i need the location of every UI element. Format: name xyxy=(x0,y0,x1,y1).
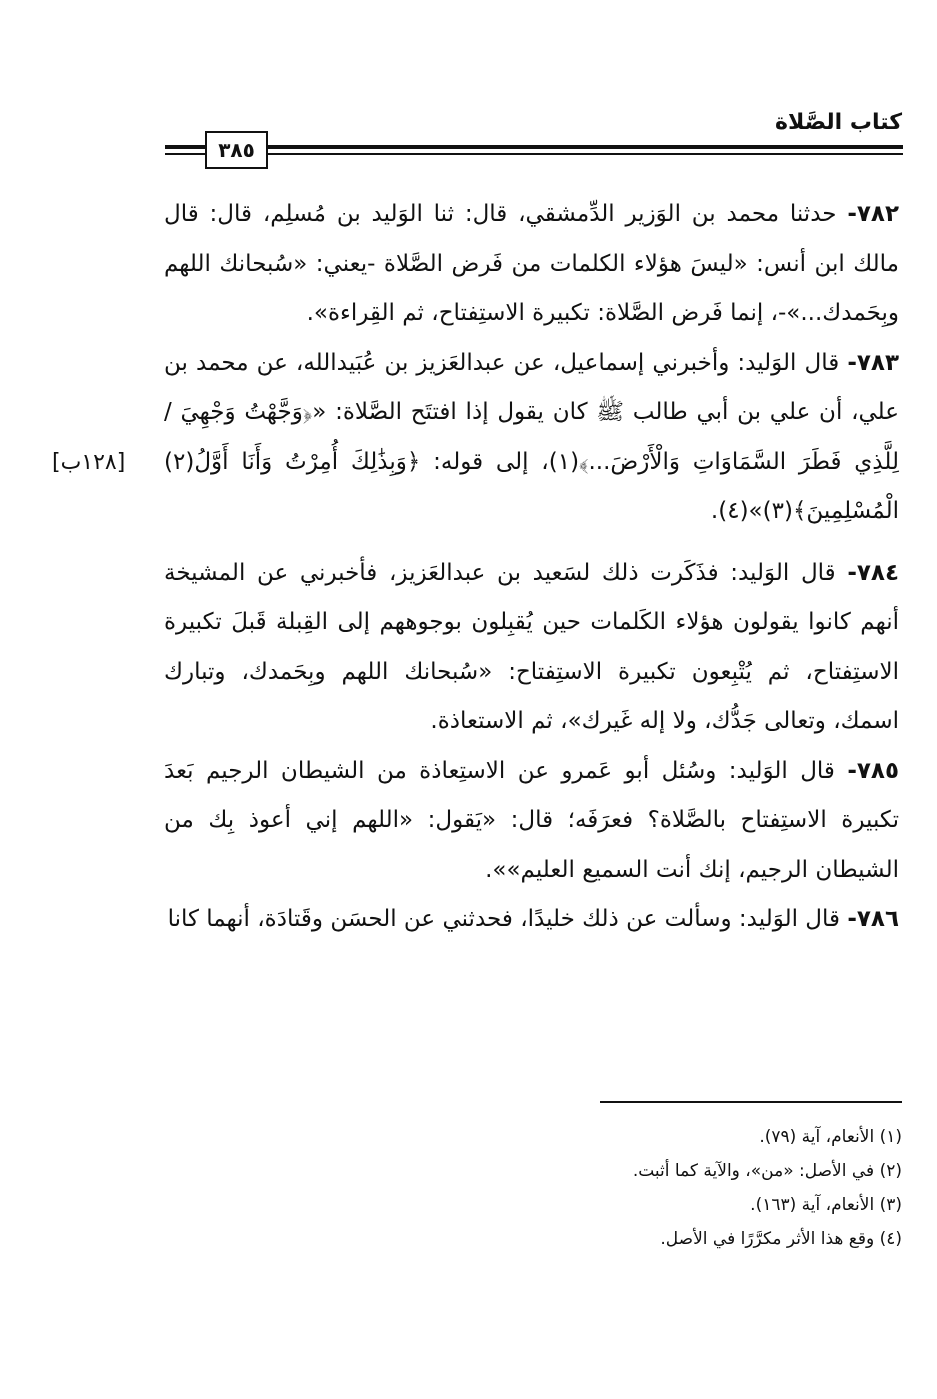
paragraph-text: حدثنا محمد بن الوَزير الدِّمشقي، قال: ثنا الوَليد بن مُسلِم، قال: قال مالك ابن أنس: «ليسَ هؤلاء الكلمات من فَرض الصَّلاة -يعني: «سُبحانك اللهم وبِحَمدك...»-، إنما فَرض الصَّلاة: تكبيرة الاستِفتاح، ثم القِراءة». xyxy=(164,201,899,326)
footnotes xyxy=(42,1120,902,1256)
body-text xyxy=(164,190,899,945)
paragraph-number: ٧٨٤- xyxy=(847,559,900,586)
page-number: ٣٨٥ xyxy=(218,138,255,162)
footnote-3: (٣) الأنعام، آية (١٦٣). xyxy=(750,1195,902,1215)
paragraph-number: ٧٨٦- xyxy=(847,906,899,932)
paragraph-784 xyxy=(164,549,899,747)
header-rule-left xyxy=(165,145,205,159)
header-rule-right xyxy=(268,145,903,159)
paragraph-text: قال الوَليد: وسُئل أبو عَمرو عن الاستِعاذة من الشيطان الرجيم بَعدَ تكبيرة الاستِفتاح بالصَّلاة؟ فعرَفَه؛ قال: «يَقول: «اللهم إني أعوذ بِك من الشيطان الرجيم، إنك أنت السميع العليم»». xyxy=(164,757,899,883)
header-rule-left-thin xyxy=(165,153,205,155)
chapter-title: كتاب الصَّلاة xyxy=(775,110,902,135)
paragraph-number: ٧٨٣- xyxy=(847,349,900,376)
paragraph-number: ٧٨٢- xyxy=(847,201,900,227)
paragraph-text: قال الوَليد: وسألت عن ذلك خليدًا، فحدثني عن الحسَن وقَتادَة، أنهما كانا xyxy=(167,906,841,932)
paragraph-text: قال الوَليد: وأخبرني إسماعيل، عن عبدالعَزيز بن عُبَيدالله، عن محمد بن علي، أن علي بن أبي طالب ﷺ كان يقول إذا افتتَح الصَّلاة: «﴿وَجَّهْتُ وَجْهِيَ / لِلَّذِي فَطَرَ السَّمَاوَاتِ وَالْأَرْضَ...﴾(١)، إلى قوله: ﴿وَبِذَٰلِكَ أُمِرْتُ وَأَنَا أَوَّلُ(٢) الْمُسْلِمِينَ﴾(٣)»(٤). xyxy=(164,349,899,524)
header-rule-right-thick xyxy=(268,145,903,149)
paragraph-text: قال الوَليد: فذَكَرت ذلك لسَعيد بن عبدالعَزيز، فأخبرني عن المشيخة أنهم كانوا يقولون هؤلاء الكَلمات حين يُقبِلون بوجوههم إلى القِبلة قَبلَ تكبيرة الاستِفتاح، ثم يُتْبِعون تكبيرة الاستِفتاح: «سُبحانك اللهم وبِحَمدك، وتبارك اسمك، وتعالى جَدُّك، ولا إله غَيرك»، ثم الاستعاذة. xyxy=(164,559,899,734)
paragraph-782 xyxy=(164,190,899,339)
margin-folio-reference: [١٢٨ب] xyxy=(52,450,126,475)
footnote-2: (٢) في الأصل: «من»، والآية كما أثبت. xyxy=(632,1161,902,1181)
paragraph-783 xyxy=(164,339,899,537)
page-number-box xyxy=(205,131,268,169)
header-rule-right-thin xyxy=(268,153,903,155)
footnote-1: (١) الأنعام، آية (٧٩). xyxy=(759,1127,902,1147)
paragraph-number: ٧٨٥- xyxy=(847,757,899,784)
footnote-4: (٤) وقع هذا الأثر مكرَّرًا في الأصل. xyxy=(660,1229,902,1249)
paragraph-785 xyxy=(164,747,899,896)
paragraph-786 xyxy=(164,895,899,945)
footnote-separator xyxy=(600,1101,902,1103)
header-rule-left-thick xyxy=(165,145,205,149)
